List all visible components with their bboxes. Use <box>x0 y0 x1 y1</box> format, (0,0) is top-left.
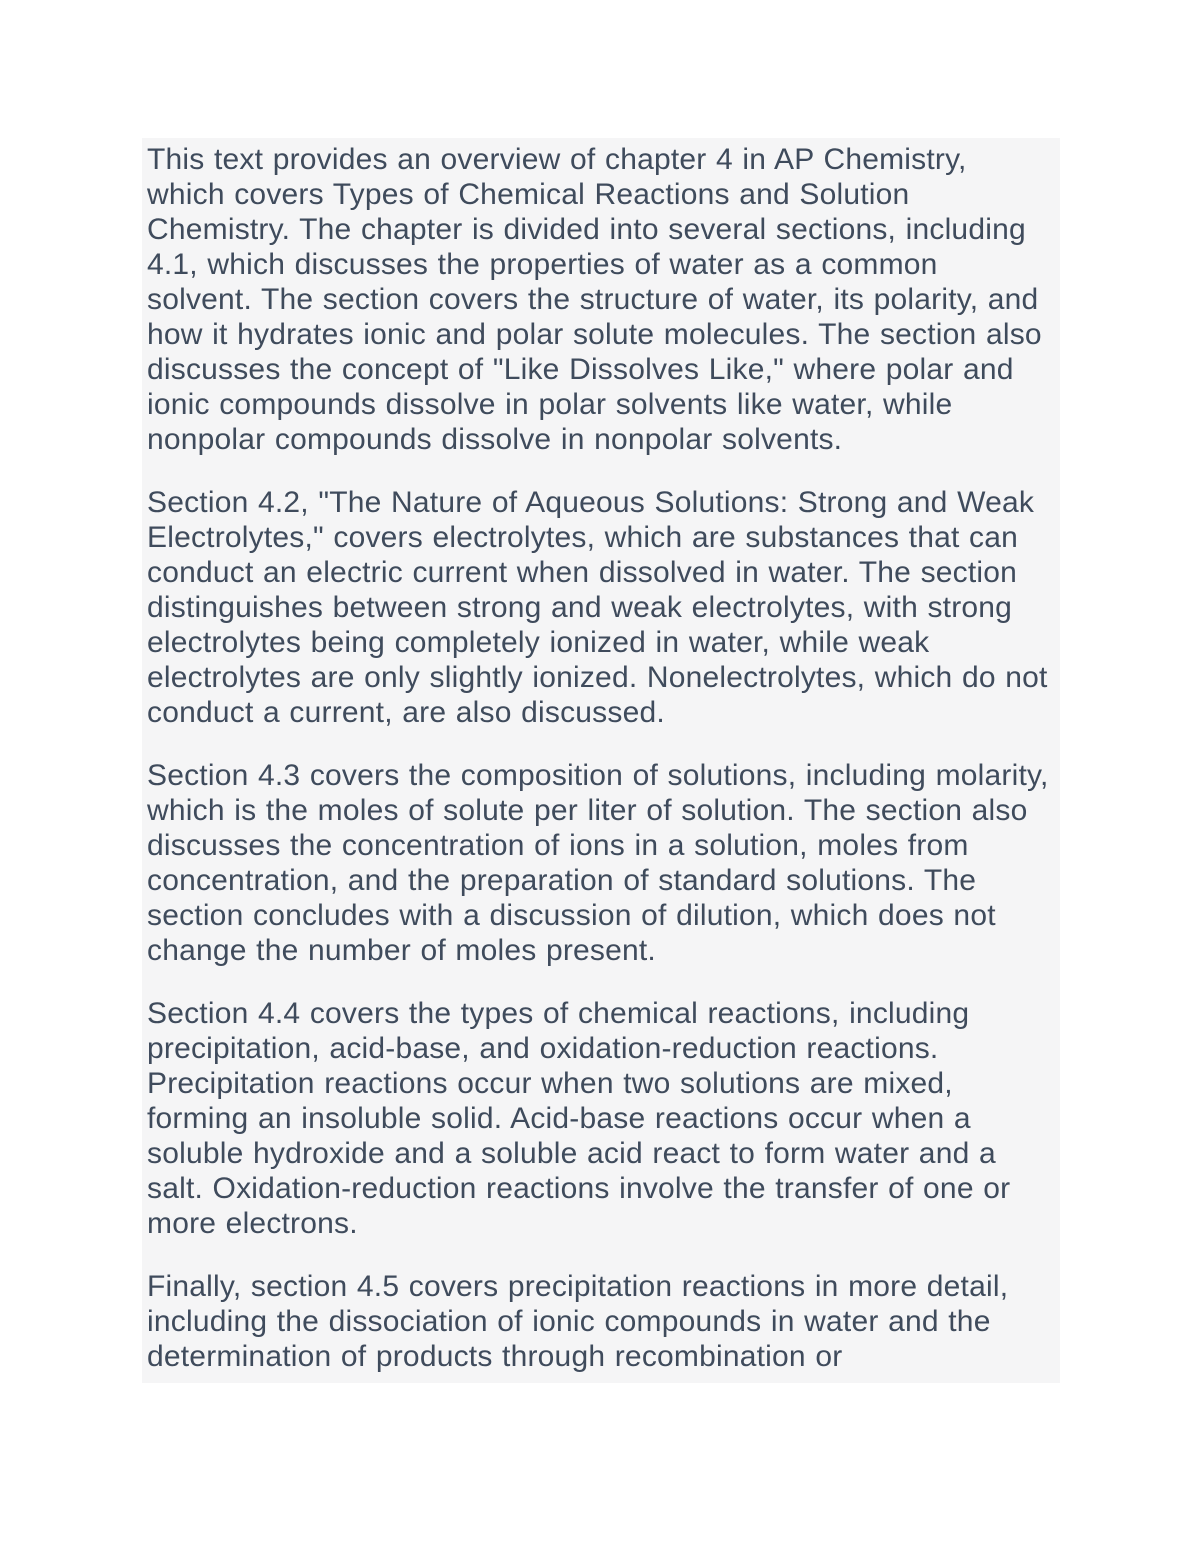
paragraph-overview-4-1: This text provides an overview of chapter 4 in AP Chemistry, which covers Types of Chemical Reactions and Solution Chemistry. The chapter is divided into several sections, including 4.1, which discusses the properties of water as a common solvent. The section covers the structure of water, its polarity, and how it hydrates ionic and polar solute molecules. The section also discusses the concept of "Like Dissolves Like," where polar and ionic compounds dissolve in polar solvents like water, while nonpolar compounds dissolve in nonpolar solvents. <box>147 143 1042 456</box>
paragraph-section-4-5: Finally, section 4.5 covers precipitation reactions in more detail, including the dissociation of ionic compounds in water and the determination of products through recombination or <box>147 1270 1009 1373</box>
paragraph-section-4-2: Section 4.2, "The Nature of Aqueous Solutions: Strong and Weak Electrolytes," covers electrolytes, which are substances that can conduct an electric current when dissolved in water. The section distinguishes between strong and weak electrolytes, with strong electrolytes being completely ionized in water, while weak electrolytes are only slightly ionized. Nonelectrolytes, which do not conduct a current, are also discussed. <box>147 486 1048 729</box>
document-text-block <box>142 138 1060 1383</box>
paragraph-section-4-4: Section 4.4 covers the types of chemical reactions, including precipitation, acid-base, and oxidation-reduction reactions. Precipitation reactions occur when two solutions are mixed, forming an insoluble solid. Acid-base reactions occur when a soluble hydroxide and a soluble acid react to form water and a salt. Oxidation-reduction reactions involve the transfer of one or more electrons. <box>147 997 1011 1240</box>
paragraph-section-4-3: Section 4.3 covers the composition of solutions, including molarity, which is the moles of solute per liter of solution. The section also discusses the concentration of ions in a solution, moles from concentration, and the preparation of standard solutions. The section concludes with a discussion of dilution, which does not change the number of moles present. <box>147 759 1049 967</box>
